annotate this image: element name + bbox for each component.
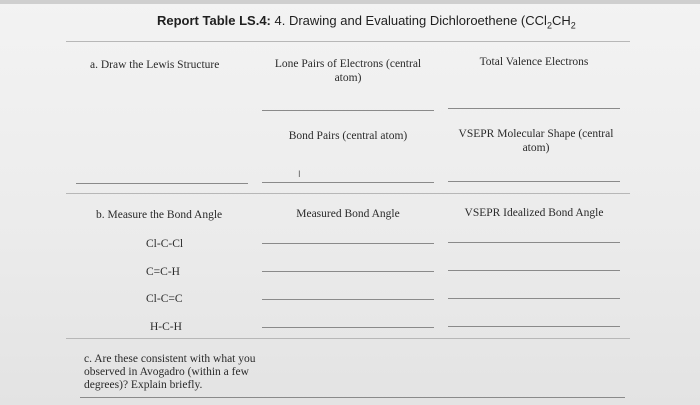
title-text: 4. Drawing and Evaluating Dichloroethene (CCl — [270, 13, 547, 28]
idealized-answer-line-3[interactable] — [448, 298, 620, 299]
bond-pairs-header: Bond Pairs (central atom) — [288, 130, 408, 142]
angle-label-4: H-C-H — [150, 321, 182, 333]
idealized-answer-line-2[interactable] — [448, 270, 620, 271]
measured-answer-line-2[interactable] — [262, 271, 434, 272]
section-divider — [66, 193, 630, 194]
part-a-label: a. Draw the Lewis Structure — [90, 59, 220, 71]
lewis-structure-answer-line[interactable] — [76, 183, 248, 184]
lone-pairs-answer-line[interactable] — [262, 110, 434, 111]
part-c-question: c. Are these consistent with what you observed in Avogadro (within a few degrees)? Explain briefly. — [84, 353, 256, 391]
angle-label-3: Cl-C=C — [146, 293, 183, 305]
measured-answer-line-1[interactable] — [262, 243, 434, 244]
title-sub2: 2 — [570, 20, 576, 31]
part-c-answer-line[interactable] — [80, 397, 625, 398]
measured-answer-line-4[interactable] — [262, 327, 434, 328]
idealized-answer-line-1[interactable] — [448, 242, 620, 243]
title-sub1: 2 — [546, 20, 552, 31]
vsepr-shape-header: VSEPR Molecular Shape (central atom) — [458, 128, 614, 154]
text-cursor-icon: I — [298, 170, 301, 180]
angle-label-2: C=C-H — [146, 266, 180, 278]
title-mid: CH — [551, 13, 571, 28]
total-valence-answer-line[interactable] — [448, 108, 620, 109]
bond-pairs-answer-line[interactable] — [262, 182, 434, 183]
vsepr-shape-answer-line[interactable] — [448, 181, 620, 182]
angle-label-1: Cl-C-Cl — [146, 238, 184, 250]
part-b-label: b. Measure the Bond Angle — [96, 209, 223, 221]
lone-pairs-header: Lone Pairs of Electrons (central atom) — [274, 58, 422, 84]
title-prefix: Report Table LS.4: — [157, 13, 271, 28]
idealized-answer-line-4[interactable] — [448, 326, 620, 327]
measured-angle-header: Measured Bond Angle — [296, 208, 400, 220]
title-divider — [66, 41, 630, 42]
measured-answer-line-3[interactable] — [262, 299, 434, 300]
top-strip — [0, 0, 700, 4]
report-title — [157, 13, 576, 31]
section-divider-c — [66, 338, 630, 339]
total-valence-header: Total Valence Electrons — [479, 56, 589, 68]
idealized-angle-header: VSEPR Idealized Bond Angle — [464, 207, 604, 219]
